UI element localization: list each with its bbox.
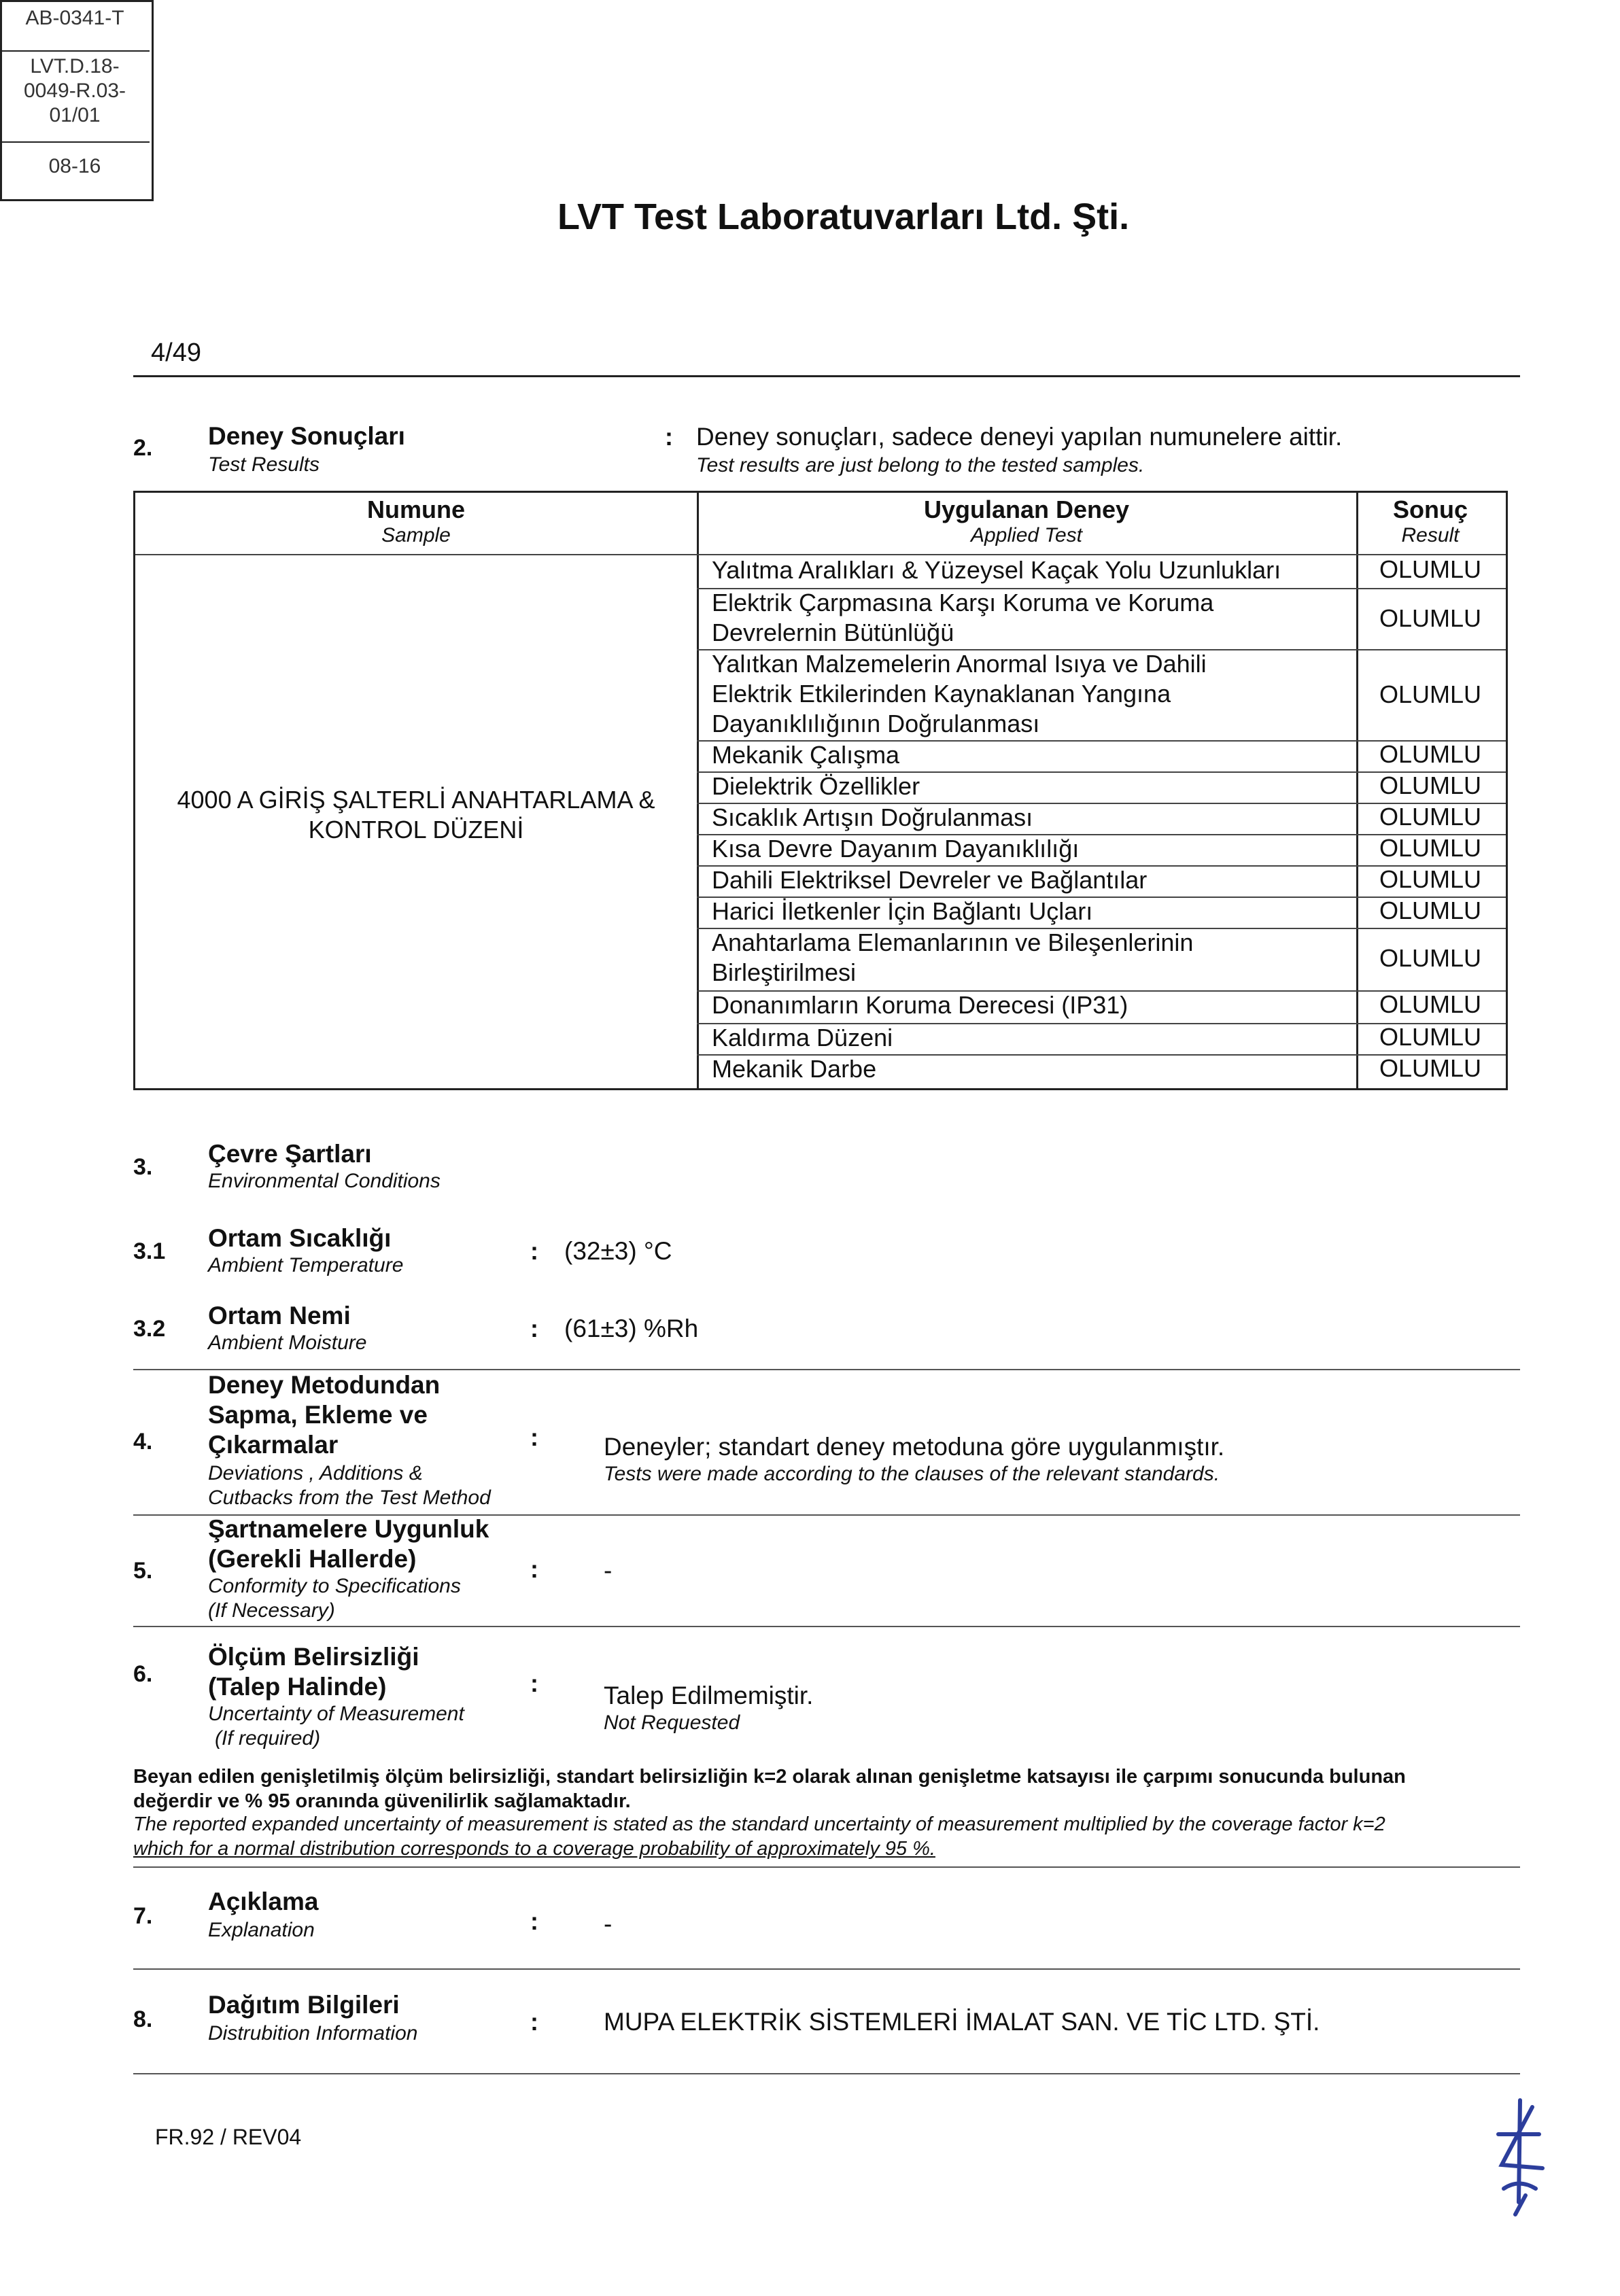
section-title-en: Ambient Temperature (208, 1254, 404, 1276)
test-result: OLUMLU (1379, 771, 1482, 799)
test-result: OLUMLU (1379, 740, 1482, 768)
uncertainty-note-en (133, 1812, 1513, 1861)
doc-box-divider (0, 141, 150, 143)
test-line: Birleştirilmesi (712, 958, 857, 986)
section-number: 7. (133, 1903, 153, 1929)
section-rule (133, 1968, 1520, 1970)
test-result: OLUMLU (1379, 834, 1482, 862)
sample-name (135, 785, 697, 845)
note-en-line: The reported expanded uncertainty of measurement is stated as the standard uncertainty of measurement multiplied by the coverage factor k=2 (133, 1813, 1385, 1835)
section-title-en: Environmental Conditions (208, 1170, 441, 1192)
title-line: (Gerekli Hallerde) (208, 1545, 417, 1573)
colon: : (530, 1423, 538, 1451)
section-number: 3.2 (133, 1316, 166, 1342)
test-line: Dahili Elektriksel Devreler ve Bağlantılar (712, 866, 1148, 894)
test-result: OLUMLU (1379, 680, 1482, 708)
colon: : (530, 2008, 538, 2036)
test-line: Devrelernin Bütünlüğü (712, 619, 954, 646)
note-line: değerdir ve % 95 oranında güvenilirlik sağlamaktadır. (133, 1790, 631, 1812)
result-header: Sonuç (1392, 495, 1468, 523)
test-line: Elektrik Etkilerinden Kaynaklanan Yangına (712, 680, 1171, 708)
section-value: - (604, 1556, 613, 1584)
section-title: Çevre Şartları (208, 1140, 372, 1168)
test-result: OLUMLU (1379, 944, 1482, 972)
section-title: Ortam Nemi (208, 1302, 351, 1329)
test-line: Dayanıklılığının Doğrulanması (712, 710, 1040, 737)
test-line: Elektrik Çarpmasına Karşı Koruma ve Koruma (712, 589, 1214, 616)
title-line: Şartnamelere Uygunluk (208, 1515, 489, 1543)
title-line: Deney Metodundan (208, 1371, 441, 1399)
doc-code-2-line: 01/01 (49, 104, 101, 126)
section-number: 3. (133, 1154, 153, 1180)
section-title: Dağıtım Bilgileri (208, 1991, 400, 2019)
title-en-line: Uncertainty of Measurement (208, 1703, 464, 1725)
title-en-line: (If required) (215, 1727, 321, 1750)
section-title: Açıklama (208, 1888, 319, 1915)
form-code: FR.92 / REV04 (155, 2125, 302, 2149)
doc-code-1: AB-0341-T (25, 7, 124, 29)
colon: : (665, 423, 673, 451)
doc-code-3: 08-16 (48, 155, 101, 177)
title-line: Ölçüm Belirsizliği (208, 1643, 419, 1671)
test-line: Yalıtkan Malzemelerin Anormal Isıya ve Dahili (712, 650, 1207, 678)
test-result: OLUMLU (1379, 1023, 1482, 1051)
doc-code-2-line: LVT.D.18- (30, 55, 120, 77)
title-line: Çıkarmalar (208, 1431, 339, 1459)
document-code-box (0, 0, 154, 201)
doc-code-2-line: 0049-R.03- (23, 80, 126, 102)
section-number: 2. (133, 435, 153, 461)
header-rule (133, 375, 1520, 377)
colon: : (530, 1315, 538, 1342)
test-line: Sıcaklık Artışın Doğrulanması (712, 803, 1033, 831)
result-header-en: Result (1401, 524, 1460, 546)
section-title-en: Ambient Moisture (208, 1332, 367, 1354)
test-header-en: Applied Test (970, 524, 1082, 546)
title-en-line: Deviations , Additions & (208, 1462, 423, 1484)
section-value: - (604, 1910, 613, 1938)
results-table (133, 491, 1508, 1090)
test-line: Harici İletkenler İçin Bağlantı Uçları (712, 897, 1093, 925)
test-result: OLUMLU (1379, 604, 1482, 632)
section-value: Talep Edilmemiştir. (604, 1682, 814, 1709)
section-title-en: Explanation (208, 1919, 315, 1941)
test-result: OLUMLU (1379, 897, 1482, 924)
section-number: 5. (133, 1558, 153, 1584)
note-line: Beyan edilen genişletilmiş ölçüm belirsizliği, standart belirsizliğin k=2 olarak alınan genişletme katsayısı ile çarpımı sonucunda bulunan (133, 1766, 1406, 1788)
section-rule (133, 1626, 1520, 1627)
title-line: (Talep Halinde) (208, 1673, 387, 1701)
title-line: Sapma, Ekleme ve (208, 1401, 428, 1429)
title-en-line: (If Necessary) (208, 1599, 335, 1622)
colon: : (530, 1237, 538, 1265)
section-title-en (208, 1574, 461, 1623)
section-value: Deney sonuçları, sadece deneyi yapılan numunelere aittir. (696, 423, 1343, 451)
test-result: OLUMLU (1379, 555, 1482, 583)
section-number: 4. (133, 1429, 153, 1455)
uncertainty-note (133, 1764, 1513, 1813)
test-result: OLUMLU (1379, 1054, 1482, 1082)
doc-code-2 (0, 54, 150, 128)
test-line: Mekanik Darbe (712, 1055, 877, 1083)
test-line: Anahtarlama Elemanlarının ve Bileşenlerinin (712, 928, 1194, 956)
section-value: (32±3) °C (564, 1237, 672, 1265)
section-value-en: Test results are just belong to the tested samples. (696, 454, 1145, 476)
test-result: OLUMLU (1379, 865, 1482, 893)
section-title: Deney Sonuçları (208, 422, 405, 450)
test-line: Kaldırma Düzeni (712, 1024, 893, 1051)
colon: : (530, 1907, 538, 1935)
section-number: 3.1 (133, 1238, 166, 1264)
sample-name-line: 4000 A GİRİŞ ŞALTERLİ ANAHTARLAMA & (177, 786, 655, 814)
section-title (208, 1642, 419, 1702)
test-line: Donanımların Koruma Derecesi (IP31) (712, 991, 1128, 1019)
section-value: Deneyler; standart deney metoduna göre uygulanmıştır. (604, 1433, 1225, 1461)
page-number: 4/49 (151, 338, 201, 367)
colon: : (530, 1555, 538, 1583)
section-value-en: Not Requested (604, 1711, 740, 1734)
test-header: Uygulanan Deney (923, 495, 1130, 523)
sample-name-line: KONTROL DÜZENİ (308, 816, 524, 843)
section-value: MUPA ELEKTRİK SİSTEMLERİ İMALAT SAN. VE TİC LTD. ŞTİ. (604, 2008, 1320, 2036)
sample-header-en: Sample (381, 524, 451, 546)
section-value: (61±3) %Rh (564, 1315, 699, 1342)
company-name: LVT Test Laboratuvarları Ltd. Şti. (557, 196, 1130, 237)
section-number: 8. (133, 2006, 153, 2032)
title-en-line: Cutbacks from the Test Method (208, 1486, 491, 1509)
section-title-en (208, 1702, 464, 1751)
title-en-line: Conformity to Specifications (208, 1575, 461, 1597)
doc-box-divider (0, 50, 150, 52)
section-title-en: Test Results (208, 453, 320, 476)
section-number: 6. (133, 1661, 153, 1687)
section-title (208, 1370, 440, 1460)
section-title: Ortam Sıcaklığı (208, 1224, 392, 1252)
section-title (208, 1514, 489, 1574)
table-divider (135, 554, 697, 555)
table-divider (697, 493, 699, 1088)
test-line: Kısa Devre Dayanım Dayanıklılığı (712, 835, 1080, 863)
test-line: Dielektrik Özellikler (712, 772, 920, 800)
sample-header: Numune (367, 495, 465, 523)
note-en-line: which for a normal distribution corresponds to a coverage probability of approximately 95 %. (133, 1838, 935, 1860)
section-title-en (208, 1461, 491, 1510)
section-rule (133, 1866, 1520, 1868)
section-value-en: Tests were made according to the clauses of the relevant standards. (604, 1463, 1220, 1485)
test-line: Yalıtma Aralıkları & Yüzeysel Kaçak Yolu Uzunlukları (712, 556, 1281, 584)
test-result: OLUMLU (1379, 990, 1482, 1018)
test-result: OLUMLU (1379, 803, 1482, 831)
colon: : (530, 1669, 538, 1697)
signature-mark (1485, 2093, 1553, 2226)
section-rule (133, 2073, 1520, 2074)
section-title-en: Distrubition Information (208, 2022, 418, 2045)
test-line: Mekanik Çalışma (712, 741, 900, 769)
